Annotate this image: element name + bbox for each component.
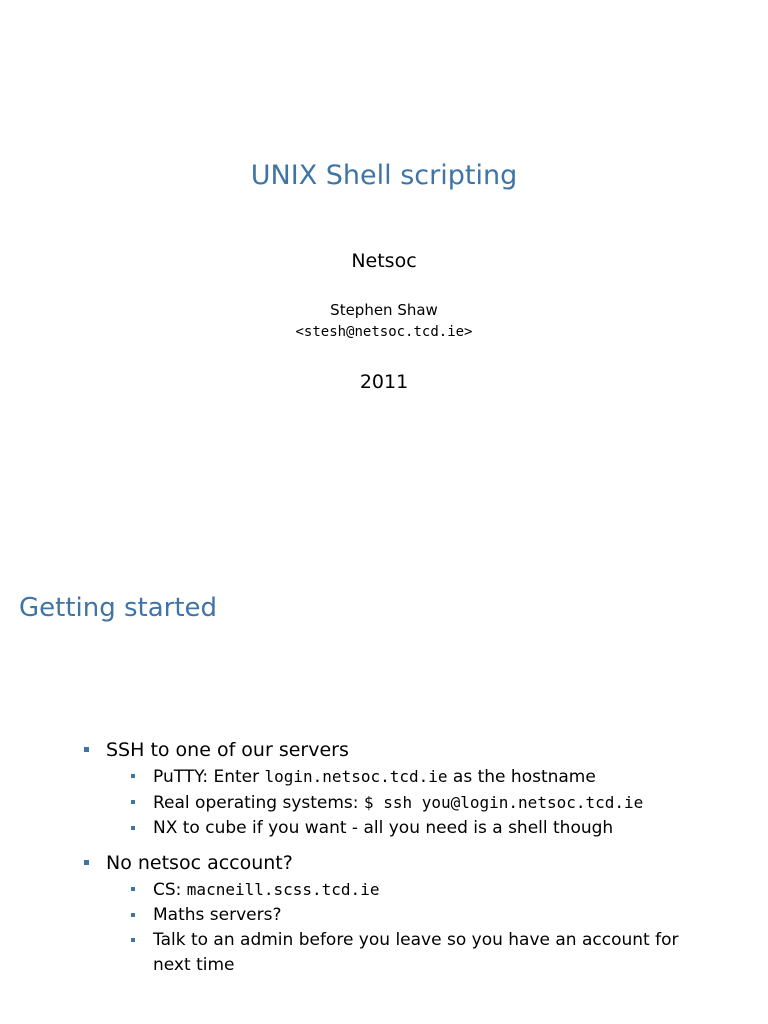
ssh-command-code: $ ssh you@login.netsoc.tcd.ie (363, 793, 644, 812)
sub-bullet-item (0, 816, 768, 841)
presentation-title: UNIX Shell scripting (250, 160, 518, 191)
content-slide (0, 576, 768, 1024)
bullet-text: No netsoc account? (106, 852, 293, 874)
sub-bullet-text: Talk to an admin before you leave so you have an account for next time (153, 930, 679, 975)
sub-bullet-item (0, 928, 768, 978)
square-bullet-icon (131, 887, 135, 891)
bullet-list (0, 736, 768, 978)
sub-bullet-item (0, 764, 768, 790)
sub-bullet-text: as the hostname (447, 767, 596, 787)
sub-bullet-item (0, 877, 768, 903)
sub-bullet-text: CS: (153, 880, 187, 900)
author-email: <stesh@netsoc.tcd.ie> (295, 324, 473, 340)
sub-bullet-text: Maths servers? (153, 905, 282, 925)
server-hostname-code: macneill.scss.tcd.ie (186, 880, 380, 899)
square-bullet-icon (131, 826, 135, 830)
presentation-date: 2011 (359, 371, 409, 393)
square-bullet-icon (84, 860, 89, 865)
square-bullet-icon (131, 800, 135, 804)
sub-bullet-item (0, 903, 768, 928)
bullet-item (0, 736, 768, 764)
hostname-code: login.netsoc.tcd.ie (264, 767, 448, 786)
square-bullet-icon (131, 774, 135, 778)
square-bullet-icon (131, 913, 135, 917)
sub-bullet-text: Real operating systems: (153, 793, 364, 813)
frame-title: Getting started (19, 593, 218, 623)
sub-bullet-text: PuTTY: Enter (153, 767, 265, 787)
sub-bullet-text: NX to cube if you want - all you need is a shell though (153, 818, 614, 838)
sub-bullet-item (0, 790, 768, 816)
author-name: Stephen Shaw (330, 301, 438, 319)
square-bullet-icon (84, 747, 89, 752)
bullet-item (0, 849, 768, 877)
square-bullet-icon (131, 938, 135, 942)
bullet-text: SSH to one of our servers (106, 739, 349, 761)
presentation-subtitle: Netsoc (351, 250, 417, 272)
